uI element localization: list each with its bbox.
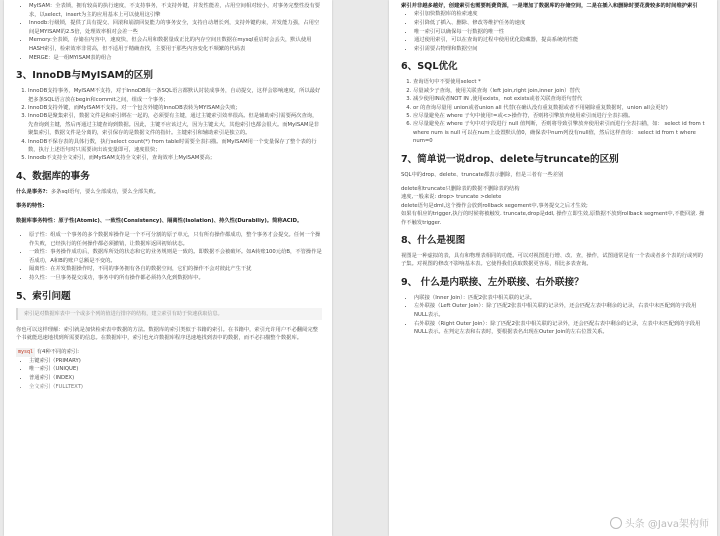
acid-list: [16, 231, 322, 283]
list-item: • MyISAM：全表锁，拥有较高的执行速度，不支持事务，不支持外键，并发性能差，占用空间相对较小，对事务完整性没有要求，以select，insert为主的应用基本上可以使用这引擎: [29, 2, 322, 19]
list-item: • 索引降低了插入、删除、修改等维护任务的速度: [414, 19, 707, 28]
text-line: 如果有相应的trigger,执行的时候将被触发. truncate,drop是ddl, 操作立即生效,原数据不放到rollback segment中,不能回滚. 操作不触发trigger.: [401, 211, 705, 226]
list-item: 6. 应尽量避免在 where 子句中对字段进行 null 值判断，否则将导致引擎放弃使用索引而进行全表扫描，如： select id from t where num is null 可以在num上设置默认值0，确保表中num列没有null值，然后这样查询： select id from t where num=0: [413, 120, 707, 145]
list-item: • 左外联接（Left Outer Join）：除了匹配2张表中相关联的记录外，还会匹配左表中剩余的记录，右表中未匹配到的字段用NULL表示。: [414, 302, 707, 319]
engine-list: [16, 2, 322, 62]
section-heading-4: 4、数据库的事务: [16, 170, 90, 182]
list-item: • 唯一索引（UNIQUE): [29, 365, 322, 374]
watermark: [610, 515, 709, 530]
left-document-page: [4, 0, 332, 536]
list-item: • 隔离性：在并发数据操作时，不同的事务拥有各自的数据空间，它们的操作不会对彼此产生干扰: [29, 265, 322, 274]
section-heading-7: 7、简单说一说drop、delete与truncate的区别: [401, 153, 619, 165]
right-document-page: [389, 0, 717, 536]
list-item: • 持久性：一旦事务提交成功，事务中的所有操作都必须持久化到数据库中。: [29, 274, 322, 283]
list-item: 5. 应尽量避免在 where 子句中使用!=或<>操作符，否则将引擎放弃使用索引而进行全表扫描。: [413, 112, 707, 120]
list-item: • Innodb:行级锁，提供了具有提交、回滚和崩溃回复能力的事务安全，支持自动增长列，支持外键约束，并发能力强，占用空间是MYISAM的2.5倍，处理效率相对会差一些: [29, 19, 322, 36]
list-item: 5. Innodb不支持全文索引，而MyISAM支持全文索引，查询效率上MyISAM要高；: [28, 154, 322, 162]
what-text: 多条sql语句，要么全部成功，要么全部失败。: [50, 188, 160, 195]
what-label: 什么是事务?：: [16, 188, 51, 195]
transaction-definition: [16, 188, 322, 196]
drop-delete-intro: SQL中的drop、delete、truncate都表示删除，但是三者有一些差别: [401, 171, 564, 178]
view-paragraph: 视图是一种虚拟的表，具有和物理表相同的功能。可以对视图进行增、改、查，操作，试图通常是有一个表或者多个表的行或列的子集。对视图的修改不影响基本表。它使得我们获取数据更容易，相比多表查询。: [401, 253, 703, 268]
text-line: delete语句是dml,这个操作会放到rollback segement中,事务提交之后才生效;: [401, 202, 588, 209]
list-item: 4. or 的查询尽量用 union或者union all 代替(在确认没有重复数据或者不用剔除重复数据时，union all会更好): [413, 104, 707, 112]
section-heading-9: 9、 什么是内联接、左外联接、右外联接？: [401, 276, 584, 288]
list-item: 1. InnoDB支持事务，MyISAM不支持，对于InnoDB每一条SQL语言都默认封装成事务，自动提交，这样会影响速度，所以最好把多条SQL语言放在begin和commit之间，组成一个事务；: [28, 87, 322, 104]
list-item: • 一致性：事务操作成功后，数据库所处的状态和它的业务规则是一致的。即数据不会被破坏。如A转账100元给B，不管操作是否成功，A和B的账户总额是不变的。: [29, 248, 322, 265]
list-item: • 右外联接（Right Outer Join）：除了匹配2张表中相关联的记录外，还会匹配右表中剩余的记录，左表中未匹配到的字段用NULL表示。在判定左表和右表时，要根据表名出现在Outer Join的左右位置关系。: [414, 320, 707, 337]
list-item: • 主键索引（PRIMARY): [29, 357, 322, 366]
list-item: 3. InnoDB是聚集索引，数据文件是和索引绑在一起的，必须要有主键，通过主键索引效率很高。但是辅助索引需要两次查询，先查询到主键，然后再通过主键查询到数据。因此，主键不应该过大，因为主键太大，其他索引也都会很大。而MyISAM是非聚集索引，数据文件是分离的，索引保存的是数据文件的指针。主键索引和辅助索引是独立的。: [28, 112, 322, 137]
list-item: • 通过使用索引，可以在查询的过程中使用优化隐藏器，提高系统的性能: [414, 36, 707, 45]
list-item: • 索引加快数据库的检索速度: [414, 10, 707, 19]
index-types-intro: [16, 348, 322, 356]
text-line: delete和truncate只删除表的数据不删除表的结构: [401, 186, 520, 193]
sql-optimization-list: [401, 78, 707, 145]
innodb-myisam-list: [16, 87, 322, 163]
index-paragraph: 你也可以这样理解：索引就是加快检索表中数据的方法。数据库的索引类似于书籍的索引。在书籍中，索引允许用户不必翻阅完整个书就能迅速地找到所需要的信息。在数据库中，索引也允许数据库程序迅速地找到表中的数据，而不必扫描整个数据库。: [16, 326, 318, 341]
list-item: • 内联接（Inner Join）：匹配2张表中相关联的记录。: [414, 294, 707, 303]
list-item: • 唯一索引可以确保每一行数据的唯一性: [414, 28, 707, 37]
index-quote: 索引是对数据库表中一个或多个列的值进行排序的结构，建立索引有助于快速获取信息。: [16, 308, 322, 320]
list-item: 4. InnoDB不保存表的具体行数，执行select count(*) from table时需要全表扫描。而MyISAM用一个变量保存了整个表的行数，执行上述语句时只需要读出该变量即可，速度很快；: [28, 138, 322, 155]
list-item: • 索引需要占物理和数据空间: [414, 45, 707, 54]
section-heading-3: 3、InnoDB与MyISAM的区别: [16, 70, 153, 82]
list-item: 2. 尽量减少子查询，使用关联查询（left join,right join,inner join）替代: [413, 87, 707, 95]
section-heading-6: 6、SQL优化: [401, 61, 458, 73]
index-types-text: 有4种不同的索引:: [36, 349, 79, 356]
list-item: 3. 减少使用IN或者NOT IN ,使用exists，not exists或者关联查询语句替代: [413, 95, 707, 103]
index-cost-intro: 索引并非越多越好，创建索引也需要耗费资源，一是增加了数据库的存储空间，二是在插入和删除时要花费较多的时间维护索引: [401, 3, 698, 9]
properties-line: 数据库事务特性：原子性(Atomic)、一致性(Consistency)、隔离性(Isolation)、持久性(Durabiliy)。简称ACID。: [16, 217, 303, 224]
list-item: • 全文索引（FULLTEXT): [29, 383, 322, 392]
watermark-logo-icon: [610, 517, 622, 529]
list-item: • 普通索引（INDEX): [29, 374, 322, 383]
watermark-text: 头条 @Java架构师: [624, 519, 709, 530]
join-list: [401, 294, 707, 337]
list-item: 1. 查询语句中不要使用select *: [413, 78, 707, 86]
section-heading-8: 8、什么是视图: [401, 235, 466, 247]
index-pros-cons-list: [401, 10, 707, 53]
text-line: 速度,一般来说: drop> truncate >delete: [401, 194, 502, 201]
properties-label: 事务的特性:: [16, 203, 45, 210]
index-types-list: [16, 357, 322, 391]
list-item: • 原子性：组成一个事务的多个数据库操作是一个不可分割的原子单元，只有所有操作都成功，整个事务才会提交。任何一个操作失败，已经执行的任何操作都必须撤销，让数据库返回初始状态。: [29, 231, 322, 248]
section-heading-5: 5、索引问题: [16, 290, 71, 302]
list-item: 2. InnoDB支持外键，而MyISAM不支持。对一个包含外键的InnoDB表转为MYISAM会失败；: [28, 104, 322, 112]
list-item: • MERGE：是一组MYISAM表的组合: [29, 54, 322, 63]
list-item: • Memory:全表锁，存储在内容中，速度快，但会占用和数据量成正比的内存空间且数据在mysql重启时会丢失，默认使用HASH索引，检索效率非常高，但不适用于精确查找，主要用于那些内容变化不频繁的代码表: [29, 36, 322, 53]
inline-code: mysql: [18, 349, 34, 356]
